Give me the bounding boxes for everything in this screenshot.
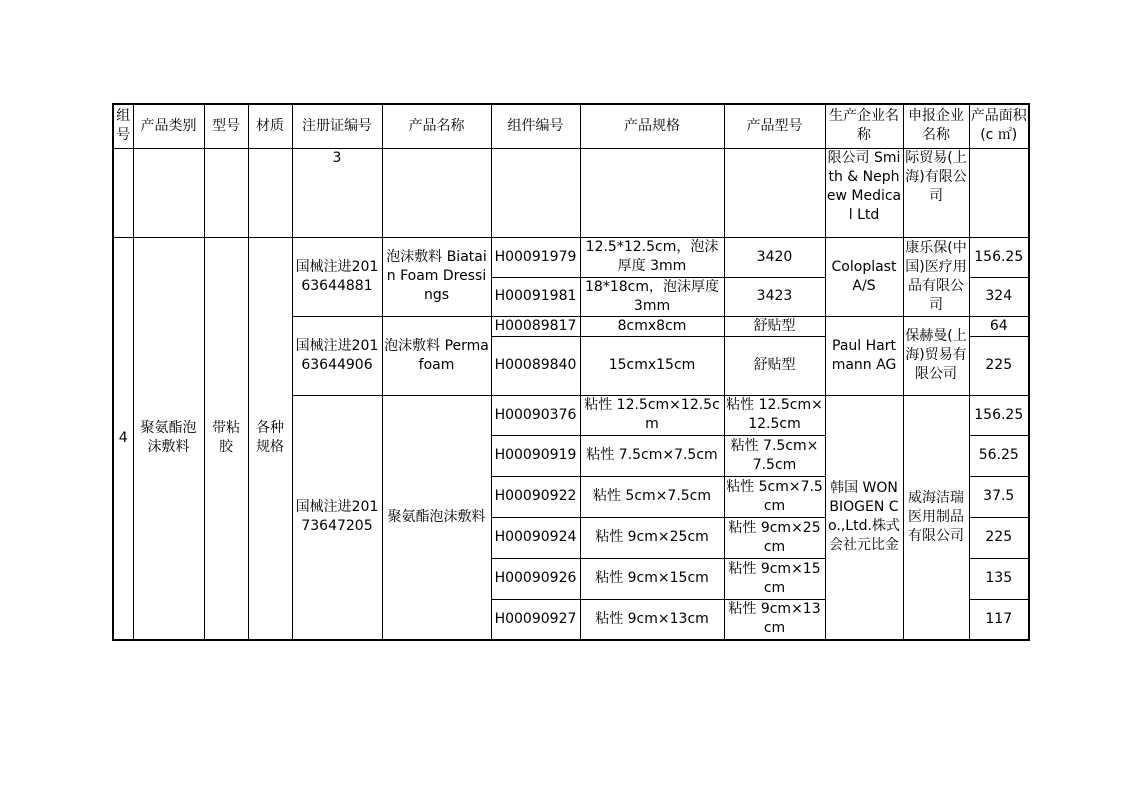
cell	[969, 148, 1029, 237]
header-cell-reg-no: 注册证编号	[292, 104, 382, 148]
spec-cell: 粘性 9cm×25cm	[580, 517, 724, 558]
reg-no-cell: 国械注进20173647205	[292, 395, 382, 640]
spec-cell: 粘性 5cm×7.5cm	[580, 476, 724, 517]
product-type-cell: 舒贴型	[724, 316, 825, 336]
header-cell-material: 材质	[248, 104, 292, 148]
product-type-cell: 3420	[724, 237, 825, 277]
product-type-cell: 粘性 5cm×7.5cm	[724, 476, 825, 517]
cell	[113, 148, 133, 237]
component-code-cell: H00090922	[491, 476, 580, 517]
component-code-cell: H00090919	[491, 435, 580, 476]
header-cell-component-code: 组件编号	[491, 104, 580, 148]
material-cell: 各种规格	[248, 237, 292, 640]
spec-cell: 12.5*12.5cm，泡沫厚度 3mm	[580, 237, 724, 277]
spec-cell: 18*18cm，泡沫厚度 3mm	[580, 277, 724, 316]
product-type-cell: 舒贴型	[724, 336, 825, 395]
area-cell: 225	[969, 517, 1029, 558]
header-cell-product-name: 产品名称	[382, 104, 491, 148]
cell	[580, 148, 724, 237]
area-cell: 56.25	[969, 435, 1029, 476]
component-code-cell: H00090376	[491, 395, 580, 435]
header-cell-model: 型号	[204, 104, 248, 148]
cell	[491, 148, 580, 237]
manufacturer-cell: Paul Hartmann AG	[825, 316, 903, 395]
applicant-cell: 际贸易(上海)有限公司	[903, 148, 969, 237]
component-code-cell: H00090927	[491, 599, 580, 640]
product-type-cell: 粘性 9cm×15cm	[724, 558, 825, 599]
cell	[382, 148, 491, 237]
manufacturer-cell: Coloplast A/S	[825, 237, 903, 316]
product-name-cell: 泡沫敷料 Biatain Foam Dressings	[382, 237, 491, 316]
cell	[248, 148, 292, 237]
cell	[204, 148, 248, 237]
spec-cell: 粘性 9cm×15cm	[580, 558, 724, 599]
product-type-cell: 粘性 9cm×13cm	[724, 599, 825, 640]
product-table	[112, 103, 1030, 641]
manufacturer-cell: 限公司 Smith & Nephew Medical Ltd	[825, 148, 903, 237]
header-row	[113, 104, 1029, 148]
model-cell: 带粘胶	[204, 237, 248, 640]
header-cell-area: 产品面积(c ㎡)	[969, 104, 1029, 148]
area-cell: 64	[969, 316, 1029, 336]
component-code-cell: H00091979	[491, 237, 580, 277]
component-code-cell: H00090926	[491, 558, 580, 599]
product-type-cell: 粘性 9cm×25cm	[724, 517, 825, 558]
area-cell: 117	[969, 599, 1029, 640]
reg-no-cell: 3	[292, 148, 382, 237]
continuation-row	[113, 148, 1029, 237]
applicant-cell: 保赫曼(上海)贸易有限公司	[903, 316, 969, 395]
applicant-cell: 康乐保(中国)医疗用品有限公司	[903, 237, 969, 316]
component-code-cell: H00091981	[491, 277, 580, 316]
spec-cell: 8cmx8cm	[580, 316, 724, 336]
applicant-cell: 威海洁瑞医用制品有限公司	[903, 395, 969, 640]
component-code-cell: H00089840	[491, 336, 580, 395]
header-cell-group-no: 组号	[113, 104, 133, 148]
reg-no-cell: 国械注进20163644881	[292, 237, 382, 316]
product-name-cell: 聚氨酯泡沫敷料	[382, 395, 491, 640]
component-code-cell: H00090924	[491, 517, 580, 558]
spec-cell: 粘性 7.5cm×7.5cm	[580, 435, 724, 476]
table-row	[113, 237, 1029, 277]
product-type-cell: 粘性 12.5cm×12.5cm	[724, 395, 825, 435]
header-cell-spec: 产品规格	[580, 104, 724, 148]
header-cell-category: 产品类别	[133, 104, 204, 148]
area-cell: 135	[969, 558, 1029, 599]
spec-cell: 15cmx15cm	[580, 336, 724, 395]
category-cell: 聚氨酯泡沫敷料	[133, 237, 204, 640]
product-type-cell: 粘性 7.5cm×7.5cm	[724, 435, 825, 476]
manufacturer-cell: 韩国 WONBIOGEN Co.,Ltd.株式会社元比金	[825, 395, 903, 640]
spec-cell: 粘性 9cm×13cm	[580, 599, 724, 640]
component-code-cell: H00089817	[491, 316, 580, 336]
area-cell: 37.5	[969, 476, 1029, 517]
spec-cell: 粘性 12.5cm×12.5cm	[580, 395, 724, 435]
product-name-cell: 泡沫敷料 Permafoam	[382, 316, 491, 395]
group-no-cell: 4	[113, 237, 133, 640]
header-cell-manufacturer: 生产企业名称	[825, 104, 903, 148]
reg-no-cell: 国械注进20163644906	[292, 316, 382, 395]
header-cell-product-type: 产品型号	[724, 104, 825, 148]
area-cell: 225	[969, 336, 1029, 395]
header-cell-applicant: 申报企业名称	[903, 104, 969, 148]
cell	[133, 148, 204, 237]
product-type-cell: 3423	[724, 277, 825, 316]
area-cell: 156.25	[969, 395, 1029, 435]
area-cell: 156.25	[969, 237, 1029, 277]
area-cell: 324	[969, 277, 1029, 316]
cell	[724, 148, 825, 237]
